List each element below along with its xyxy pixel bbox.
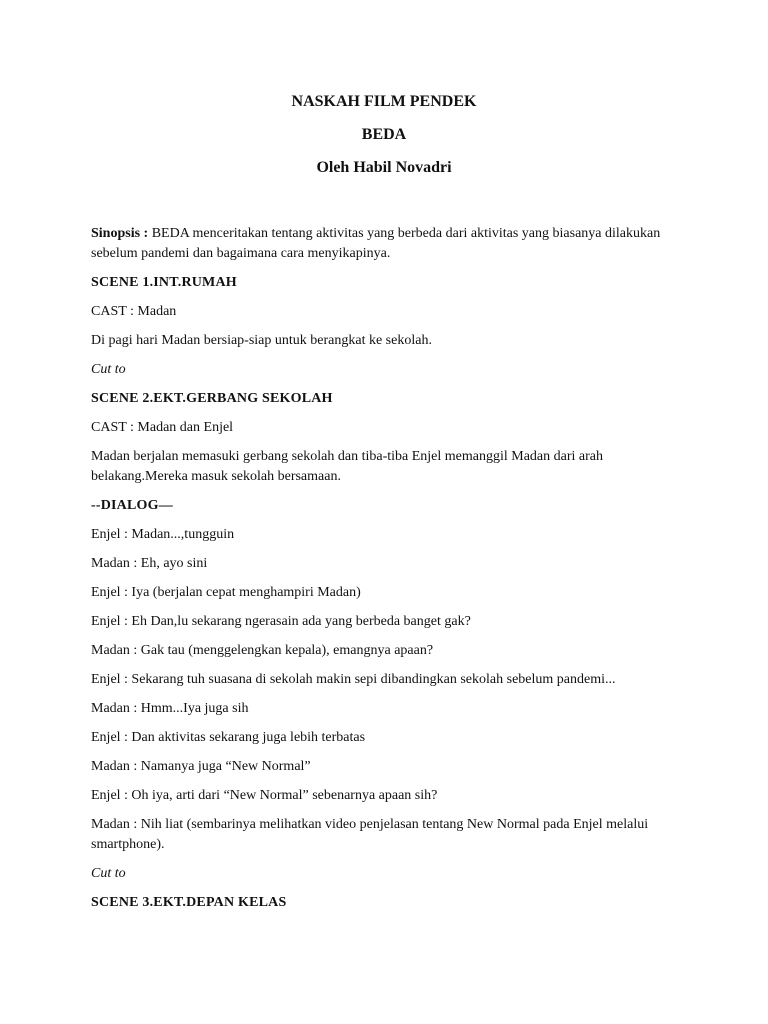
dialog-line: Enjel : Dan aktivitas sekarang juga lebih terbatas bbox=[91, 730, 366, 745]
dialog-line: Enjel : Iya (berjalan cepat menghampiri Madan) bbox=[91, 585, 361, 600]
scene-2-heading: SCENE 2.EKT.GERBANG SEKOLAH bbox=[91, 391, 333, 406]
dialog-label: --DIALOG— bbox=[91, 498, 173, 513]
document-body bbox=[91, 224, 681, 922]
author-line: Oleh Habil Novadri bbox=[316, 159, 452, 176]
dialog-line: Madan : Namanya juga “New Normal” bbox=[91, 759, 311, 774]
film-title: BEDA bbox=[361, 126, 407, 143]
scene-2-cast: CAST : Madan dan Enjel bbox=[91, 420, 234, 435]
scene-3-heading: SCENE 3.EKT.DEPAN KELAS bbox=[91, 895, 287, 910]
synopsis-label: Sinopsis : bbox=[91, 226, 149, 241]
dialog-line: Madan : Hmm...Iya juga sih bbox=[91, 701, 249, 716]
title-block bbox=[0, 92, 768, 191]
dialog-line: Enjel : Madan...,tungguin bbox=[91, 527, 235, 542]
dialog-line: Madan : Gak tau (menggelengkan kepala), emangnya apaan? bbox=[91, 643, 434, 658]
scene-1-transition: Cut to bbox=[91, 362, 126, 377]
document-title: NASKAH FILM PENDEK bbox=[291, 93, 477, 110]
scene-1-heading: SCENE 1.INT.RUMAH bbox=[91, 275, 237, 290]
dialog-line: Madan : Eh, ayo sini bbox=[91, 556, 208, 571]
dialog-line: Enjel : Eh Dan,lu sekarang ngerasain ada yang berbeda banget gak? bbox=[91, 614, 471, 629]
scene-1-action: Di pagi hari Madan bersiap-siap untuk berangkat ke sekolah. bbox=[91, 333, 432, 348]
scene-2-transition: Cut to bbox=[91, 866, 126, 881]
synopsis bbox=[91, 224, 681, 264]
synopsis-text: BEDA menceritakan tentang aktivitas yang berbeda dari aktivitas yang biasanya dilakukan sebelum pandemi dan bagaimana cara menyikapinya. bbox=[91, 226, 661, 261]
scene-1-cast: CAST : Madan bbox=[91, 304, 177, 319]
dialog-line: Enjel : Sekarang tuh suasana di sekolah makin sepi dibandingkan sekolah sebelum pandemi... bbox=[91, 672, 616, 687]
scene-2-action: Madan berjalan memasuki gerbang sekolah dan tiba-tiba Enjel memanggil Madan dari arah belakang.Mereka masuk sekolah bersamaan. bbox=[91, 449, 603, 484]
dialog-line: Madan : Nih liat (sembarinya melihatkan video penjelasan tentang New Normal pada Enjel melalui smartphone). bbox=[91, 817, 649, 852]
dialog-line: Enjel : Oh iya, arti dari “New Normal” sebenarnya apaan sih? bbox=[91, 788, 438, 803]
